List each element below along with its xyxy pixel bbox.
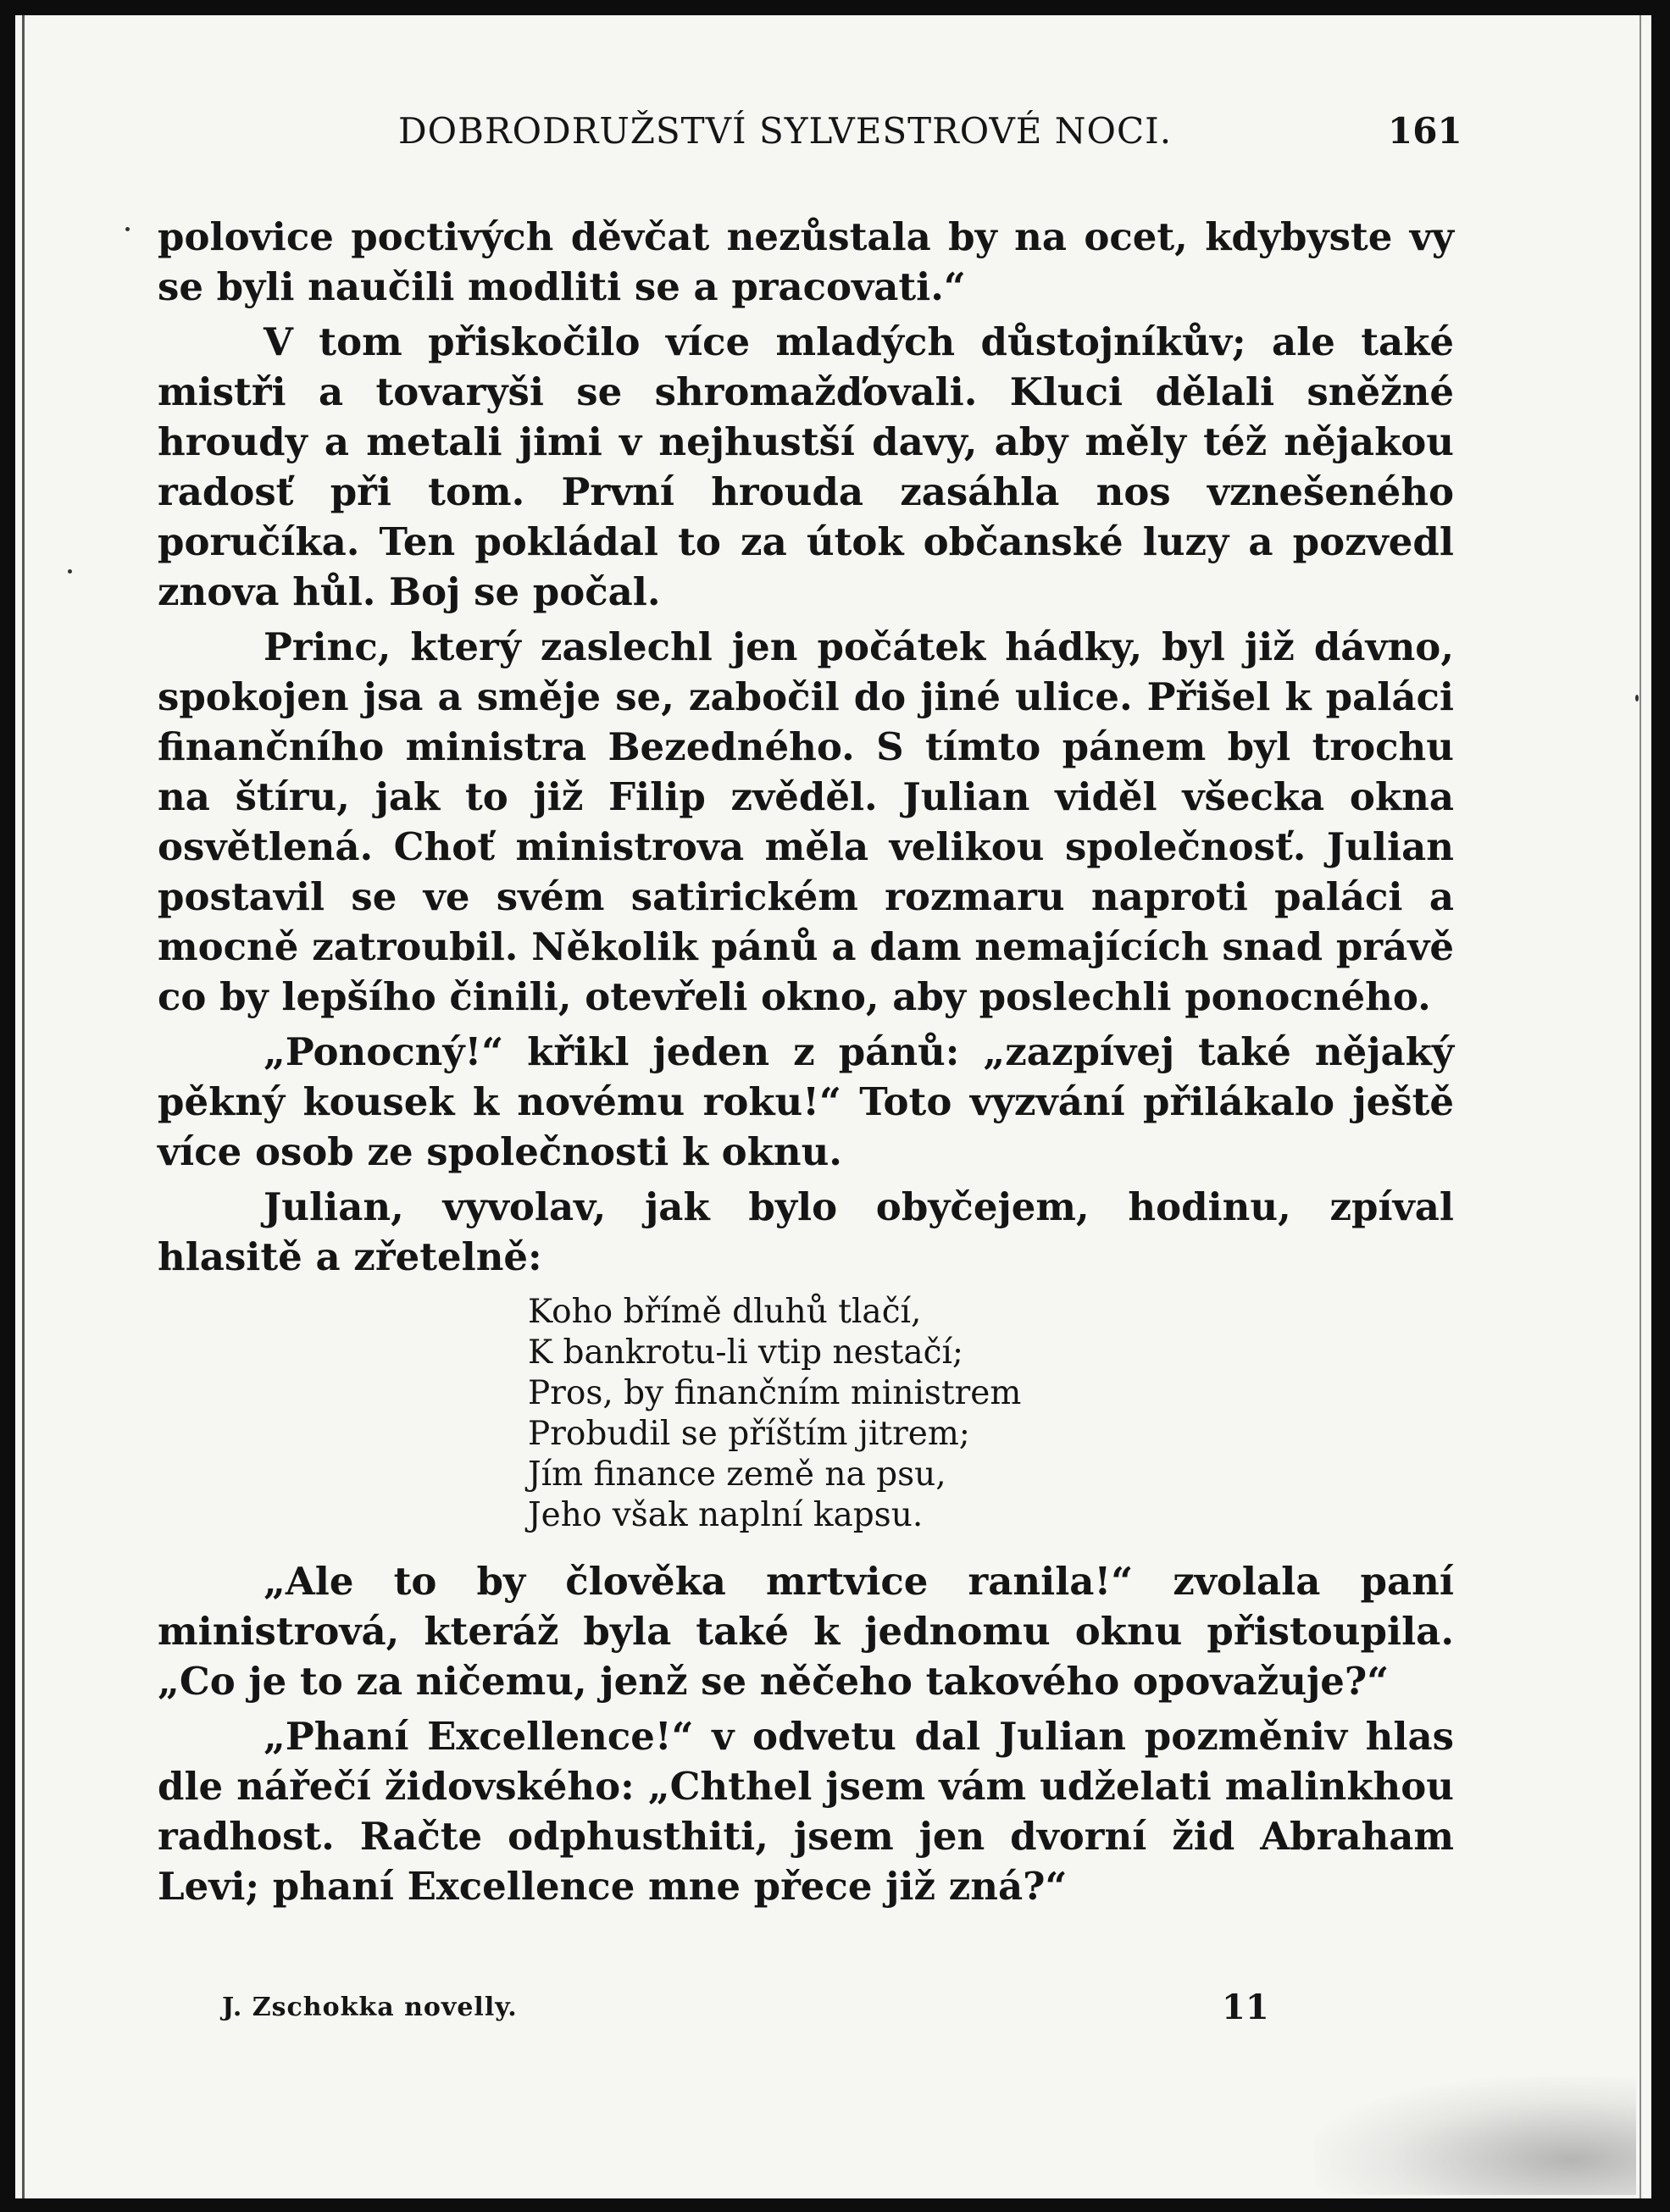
footer-signature-mark: 11 xyxy=(1222,1987,1269,2027)
paragraph: „Ale to by člověka mrtvice ranila!“ zvolala paní ministrová, kteráž byla také k jednomu oknu přistoupila. „Co je to za ničemu, jenž se něčeho takového opovažuje?“ xyxy=(158,1559,1454,1704)
poem-line: Probudil se příštím jitrem; xyxy=(528,1415,970,1453)
scan-border-left xyxy=(0,0,15,2212)
poem xyxy=(528,1292,1454,1536)
page-number: 161 xyxy=(1388,110,1462,152)
body-text xyxy=(158,212,1454,1916)
poem-line: Jeho však naplní kapsu. xyxy=(528,1496,924,1534)
scan-speck xyxy=(1635,695,1639,701)
scan-speck xyxy=(68,569,72,574)
running-head: DOBRODRUŽSTVÍ SYLVESTROVÉ NOCI. xyxy=(398,110,1173,152)
scan-smudge xyxy=(1314,2076,1636,2195)
poem-line: Jím finance země na psu, xyxy=(528,1455,946,1494)
paragraph: Princ, který zaslechl jen počátek hádky, byl již dávno, spokojen jsa a směje se, zabočil do jiné ulice. Přišel k paláci finančního ministra Bezedného. S tímto pánem byl trochu na štíru, jak to již Filip zvěděl. Julian viděl všecka okna osvětlená. Choť ministrova měla velikou společnosť. Julian postavil se ve svém satirickém rozmaru naproti paláci a mocně zatroubil. Několik pánů a dam nemajících snad právě co by lepšího činili, otevřeli okno, aby poslechli ponocného. xyxy=(158,624,1454,1019)
footer-author: J. Zschokka novelly. xyxy=(222,1993,518,2022)
page-edge-left xyxy=(22,15,25,2198)
page-edge-right xyxy=(1639,15,1641,2198)
scan-border-bottom xyxy=(0,2198,1670,2212)
paragraph: V tom přiskočilo více mladých důstojníkův; ale také mistři a tovaryši se shromažďovali. Kluci dělali sněžné hroudy a metali jimi v nejhustší davy, aby měly též nějakou radosť při tom. První hrouda zasáhla nos vznešeného poručíka. Ten pokládal to za útok občanské luzy a pozvedl znova hůl. Boj se počal. xyxy=(158,319,1454,614)
paragraph: „Ponocný!“ křikl jeden z pánů: „zazpívej také nějaký pěkný kousek k novému roku!“ Toto vyzvání přilákalo ještě více osob ze společnosti k oknu. xyxy=(158,1029,1454,1174)
scan-border-right xyxy=(1651,0,1670,2212)
poem-line: Koho břímě dluhů tlačí, xyxy=(528,1293,922,1331)
paragraph: „Phaní Excellence!“ v odvetu dal Julian pozměniv hlas dle nářečí židovského: „Chthel jsem vám udželati malinkhou radhost. Račte odphusthiti, jsem jen dvorní žid Abraham Levi; phaní Excellence mne přece již zná?“ xyxy=(158,1714,1454,1909)
poem-line: K bankrotu-li vtip nestačí; xyxy=(528,1333,964,1372)
paragraph: polovice poctivých děvčat nezůstala by na ocet, kdybyste vy se byli naučili modliti se a pracovati.“ xyxy=(158,214,1454,309)
scan-border-top xyxy=(0,0,1670,15)
poem-line: Pros, by finančním ministrem xyxy=(528,1374,1022,1412)
paragraph: Julian, vyvolav, jak bylo obyčejem, hodinu, zpíval hlasitě a zřetelně: xyxy=(158,1184,1454,1279)
scan-speck xyxy=(125,227,130,231)
